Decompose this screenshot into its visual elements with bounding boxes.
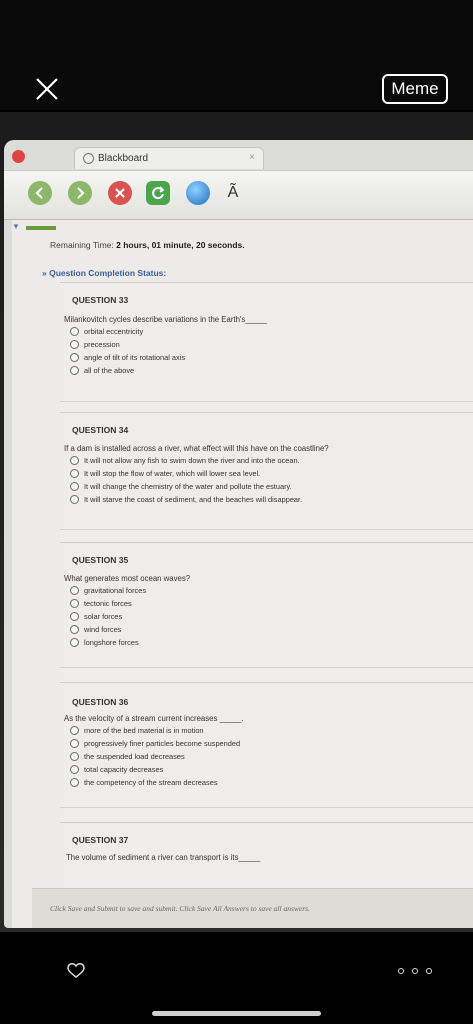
- question-block-36: [60, 682, 473, 823]
- radio-button[interactable]: [70, 778, 79, 787]
- radio-button[interactable]: [70, 366, 79, 375]
- option-label: precession: [84, 340, 120, 349]
- option-label: gravitational forces: [84, 586, 147, 595]
- question-block-34: [60, 412, 473, 543]
- viewer-bottom-bar: [0, 932, 473, 1024]
- option-label: wind forces: [84, 625, 122, 634]
- browser-toolbar: [4, 170, 473, 220]
- answer-option[interactable]: [70, 586, 146, 595]
- radio-button[interactable]: [70, 482, 79, 491]
- home-indicator[interactable]: [152, 1011, 321, 1016]
- browser-window: [4, 140, 473, 928]
- progress-strip: [26, 226, 56, 230]
- font-icon[interactable]: Ã: [227, 184, 239, 201]
- radio-button[interactable]: [70, 765, 79, 774]
- viewer-top-bar: [0, 0, 473, 110]
- radio-button[interactable]: [70, 353, 79, 362]
- answer-option[interactable]: [70, 456, 300, 465]
- option-label: It will not allow any fish to swim down the river and into the ocean.: [84, 456, 300, 465]
- answer-option[interactable]: [70, 638, 139, 647]
- question-block-37: [60, 822, 473, 887]
- divider: [60, 807, 473, 808]
- tab-favicon-icon: [83, 153, 94, 164]
- radio-button[interactable]: [70, 638, 79, 647]
- forward-icon[interactable]: [68, 181, 92, 205]
- option-label: It will stop the flow of water, which will lower sea level.: [84, 469, 261, 478]
- divider: [60, 667, 473, 668]
- divider: [60, 529, 473, 530]
- tab-title: Blackboard: [98, 153, 149, 164]
- question-title: QUESTION 37: [72, 835, 129, 845]
- remaining-label: Remaining Time:: [50, 240, 114, 250]
- save-instructions: [32, 888, 473, 928]
- answer-option[interactable]: [70, 726, 204, 735]
- meme-button[interactable]: Meme: [382, 74, 448, 104]
- completion-label: Question Completion Status:: [49, 268, 167, 278]
- radio-button[interactable]: [70, 456, 79, 465]
- answer-option[interactable]: [70, 366, 134, 375]
- radio-button[interactable]: [70, 752, 79, 761]
- question-title: QUESTION 36: [72, 697, 129, 707]
- option-label: longshore forces: [84, 638, 139, 647]
- globe-icon[interactable]: [186, 181, 210, 205]
- question-block-33: [60, 282, 473, 413]
- answer-option[interactable]: [70, 752, 185, 761]
- answer-option[interactable]: [70, 482, 292, 491]
- question-title: QUESTION 35: [72, 555, 129, 565]
- question-title: QUESTION 34: [72, 425, 129, 435]
- option-label: tectonic forces: [84, 599, 132, 608]
- option-label: all of the above: [84, 366, 135, 375]
- answer-option[interactable]: [70, 612, 122, 621]
- question-block-35: [60, 542, 473, 683]
- option-label: progressively finer particles become suspended: [84, 739, 241, 748]
- answer-option[interactable]: [70, 778, 218, 787]
- heart-icon[interactable]: [66, 960, 86, 980]
- collapse-arrow-icon[interactable]: ▼: [12, 222, 20, 231]
- answer-option[interactable]: [70, 739, 240, 748]
- question-text: The volume of sediment a river can transport is its_____: [66, 853, 261, 862]
- radio-button[interactable]: [70, 469, 79, 478]
- option-label: the competency of the stream decreases: [84, 778, 218, 787]
- answer-option[interactable]: [70, 469, 260, 478]
- question-text: If a dam is installed across a river, what effect will this have on the coastline?: [64, 444, 329, 453]
- option-label: solar forces: [84, 612, 123, 621]
- question-text: Milankovitch cycles describe variations in the Earth's_____: [64, 315, 268, 324]
- answer-option[interactable]: [70, 765, 163, 774]
- option-label: It will change the chemistry of the water and pollute the estuary.: [84, 482, 292, 491]
- browser-tab[interactable]: [74, 147, 264, 169]
- chevron-down-icon: »: [42, 268, 50, 278]
- option-label: the suspended load decreases: [84, 752, 185, 761]
- refresh-icon[interactable]: [146, 181, 170, 205]
- radio-button[interactable]: [70, 586, 79, 595]
- option-label: more of the bed material is in motion: [84, 726, 204, 735]
- option-label: total capacity decreases: [84, 765, 164, 774]
- radio-button[interactable]: [70, 612, 79, 621]
- radio-button[interactable]: [70, 327, 79, 336]
- answer-option[interactable]: [70, 625, 121, 634]
- answer-option[interactable]: [70, 327, 143, 336]
- question-title: QUESTION 33: [72, 295, 129, 305]
- question-completion-status[interactable]: [42, 268, 166, 278]
- radio-button[interactable]: [70, 340, 79, 349]
- radio-button[interactable]: [70, 726, 79, 735]
- remaining-time: [50, 240, 245, 250]
- answer-option[interactable]: [70, 353, 185, 362]
- window-close-dot[interactable]: [12, 150, 25, 163]
- question-text: As the velocity of a stream current increases _____.: [64, 714, 244, 723]
- option-label: It will starve the coast of sediment, and the beaches will disappear.: [84, 495, 303, 504]
- answer-option[interactable]: [70, 599, 132, 608]
- option-label: angle of tilt of its rotational axis: [84, 353, 186, 362]
- radio-button[interactable]: [70, 625, 79, 634]
- screenshot-photo: [0, 112, 473, 932]
- radio-button[interactable]: [70, 739, 79, 748]
- answer-option[interactable]: [70, 495, 302, 504]
- option-label: orbital eccentricity: [84, 327, 144, 336]
- stop-icon[interactable]: [108, 181, 132, 205]
- answer-option[interactable]: [70, 340, 120, 349]
- question-text: What generates most ocean waves?: [64, 574, 191, 583]
- divider: [60, 401, 473, 402]
- radio-button[interactable]: [70, 599, 79, 608]
- more-icon[interactable]: [398, 968, 432, 976]
- remaining-value: 2 hours, 01 minute, 20 seconds.: [116, 240, 245, 250]
- radio-button[interactable]: [70, 495, 79, 504]
- footer-note: Click Save and Submit to save and submit. Click Save All Answers to save all answers.: [50, 904, 310, 913]
- close-icon[interactable]: [33, 75, 61, 103]
- back-icon[interactable]: [28, 181, 52, 205]
- exam-content: [12, 220, 473, 928]
- tab-close-icon[interactable]: ×: [249, 152, 255, 163]
